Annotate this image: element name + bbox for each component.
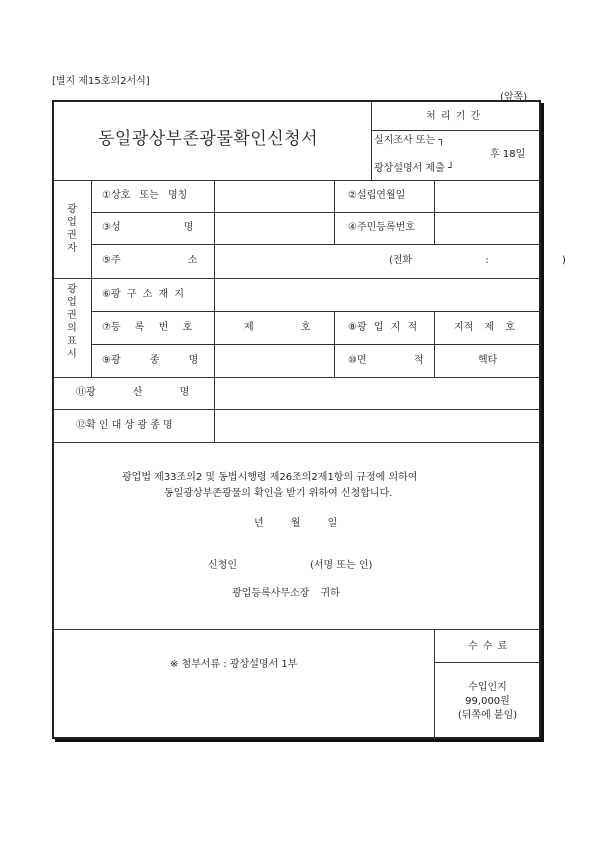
body-text-line-2: 동일광상부존광물의 확인을 받기 위하여 신청합니다. [164, 488, 393, 499]
cadastre-number-value: 지적 제 호 [454, 322, 515, 333]
processing-days: 후 18일 [490, 149, 526, 160]
label-area: ⑩면 적 [348, 355, 424, 366]
fee-header: 수 수 료 [468, 641, 509, 652]
registration-number-value: 제 호 [244, 322, 311, 333]
section-label-applicant: 광업권자 [67, 204, 77, 254]
label-established-date: ②설립연월일 [348, 190, 406, 201]
label-address: ⑤주 소 [102, 255, 198, 266]
signature-label: (서명 또는 인) [310, 560, 373, 571]
date-line: 년 월 일 [254, 518, 338, 529]
area-unit: 헥타 [478, 355, 498, 366]
processing-period-header: 처 리 기 간 [426, 111, 482, 122]
body-text-line-1: 광업법 제33조의2 및 동법시행령 제26조의2제1항의 규정에 의하여 [122, 472, 418, 483]
label-full-name: ③성 명 [102, 222, 194, 233]
application-form [52, 100, 566, 739]
label-mineral-type: ⑨광 종 명 [102, 355, 199, 366]
recipient-label: 광업등록사무소장 귀하 [232, 588, 340, 599]
applicant-label: 신청인 [208, 560, 237, 571]
section-label-mining-right: 광업권의표시 [67, 284, 77, 360]
label-mine-location: ⑥광 구 소 재 지 [102, 289, 184, 300]
label-registration-number: ⑦등 록 번 호 [102, 322, 193, 333]
label-mine-name: ⑪광 산 명 [76, 387, 190, 398]
fee-note: (뒤쪽에 붙임) [457, 710, 518, 721]
phone-field: (전화 : ) [389, 255, 566, 266]
processing-line-3: 광상설명서 제출 ┘ [374, 163, 454, 174]
page-side-label: (앞쪽) [500, 92, 528, 103]
label-resident-number: ④주민등록번호 [348, 222, 415, 233]
fee-amount: 99,000원 [465, 696, 510, 707]
attachment-note: ※ 첨부서류 : 광상설명서 1부 [170, 659, 298, 670]
label-target-mineral: ⑫확 인 대 상 광 종 명 [76, 420, 173, 431]
label-company-name: ①상호 또는 명칭 [102, 190, 188, 201]
processing-line-1: 실지조사 또는 ┐ [374, 135, 445, 146]
label-mining-cadastre: ⑧광 업 지 적 [348, 322, 418, 333]
form-number-label: [별지 제15호의2서식] [52, 76, 150, 87]
fee-revenue-stamp: 수입인지 [468, 682, 507, 693]
form-title: 동일광상부존광물확인신청서 [98, 129, 318, 149]
